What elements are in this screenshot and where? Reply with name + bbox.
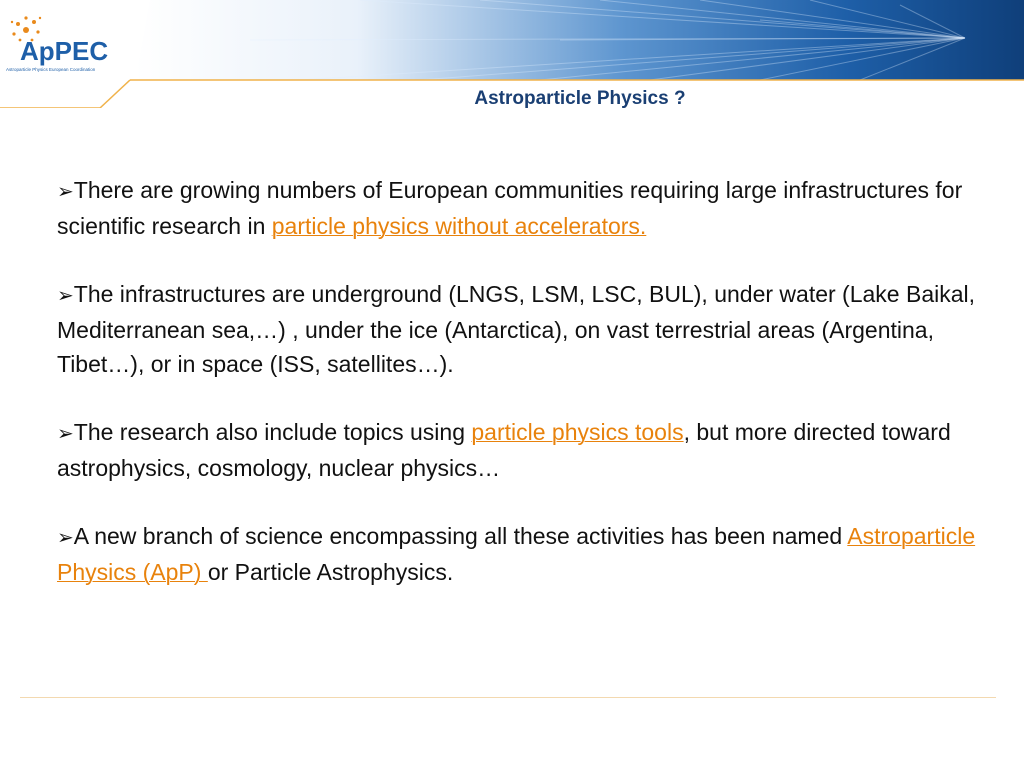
- logo-text: ApPEC: [20, 36, 109, 66]
- highlight-link[interactable]: particle physics tools: [471, 419, 684, 445]
- appec-logo: [4, 10, 132, 74]
- bullet-text: There are growing numbers of European communities requiring large infrastructures for scientific research in: [57, 177, 963, 239]
- bullet-item: [57, 415, 977, 485]
- arrow-bullet-icon: ➢: [57, 285, 74, 307]
- highlight-link[interactable]: Astroparticle Physics (ApP): [57, 523, 976, 585]
- bullet-list: [57, 173, 977, 623]
- arrow-bullet-icon: ➢: [57, 527, 74, 549]
- bullet-text: The research also include topics using: [73, 419, 472, 445]
- footer-divider: [20, 697, 996, 698]
- bullet-text-after: or Particle Astrophysics.: [207, 559, 454, 585]
- logo-tagline: Astroparticle Physics European Coordination: [6, 67, 96, 72]
- slide-title: Astroparticle Physics ?: [474, 88, 686, 109]
- bullet-item: [57, 173, 977, 243]
- highlight-link[interactable]: particle physics without accelerators.: [271, 213, 647, 239]
- bullet-text: A new branch of science encompassing all these activities has been named: [73, 523, 848, 549]
- arrow-bullet-icon: ➢: [57, 181, 74, 203]
- bullet-item: [57, 277, 977, 381]
- arrow-bullet-icon: ➢: [57, 423, 74, 445]
- bullet-text: The infrastructures are underground (LNGS, LSM, LSC, BUL), under water (Lake Baikal, Mediterranean sea,…) , under the ice (Antarctica), on vast terrestrial areas (Argentina, Tibet…), or in space (ISS, satellites…).: [57, 281, 976, 377]
- bullet-item: [57, 519, 977, 589]
- bullet-text-after: , but more directed toward astrophysics, cosmology, nuclear physics…: [57, 419, 951, 481]
